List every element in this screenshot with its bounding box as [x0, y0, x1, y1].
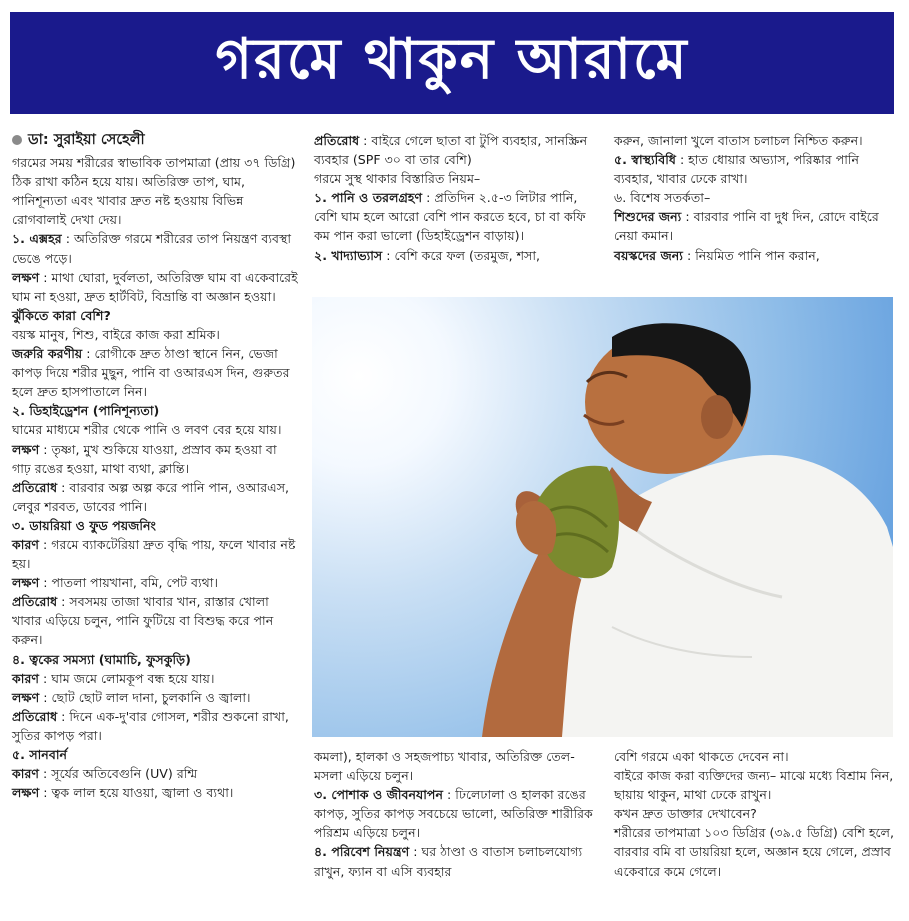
- paragraph-lead: ৫. স্বাস্থ্যবিধি: [614, 152, 676, 168]
- paragraph-text: : ঢিলেঢালা ও হালকা রঙের কাপড়, সুতির কাপড় সবচেয়ে ভালো, অতিরিক্ত শারীরিক পরিশ্রম এড়িয়ে চলুন।: [314, 787, 593, 841]
- paragraph: [12, 707, 298, 745]
- paragraph-lead: লক্ষণ: [12, 441, 40, 457]
- paragraph-lead: কারণ: [12, 536, 40, 552]
- man-in-sun-photo: [312, 297, 893, 737]
- paragraph: [614, 188, 894, 207]
- byline: [12, 131, 298, 150]
- paragraph-lead: প্রতিরোধ: [12, 708, 58, 724]
- paragraph: [614, 766, 894, 804]
- article-column-2-bottom: [314, 747, 600, 881]
- paragraph-lead: ঝুঁকিতে কারা বেশি?: [12, 307, 111, 323]
- paragraph: [12, 764, 298, 783]
- paragraph: [12, 688, 298, 707]
- paragraph-text: : দিনে এক-দু'বার গোসল, শরীর শুকনো রাখা, সুতির কাপড় পরা।: [12, 708, 289, 743]
- col3b-paragraphs: [614, 747, 894, 881]
- paragraph-lead: লক্ষণ: [12, 269, 40, 285]
- paragraph-text: কমলা), হালকা ও সহজপাচ্য খাবার, অতিরিক্ত তেল-মসলা এড়িয়ে চলুন।: [314, 749, 575, 784]
- paragraph-lead: শিশুদের জন্য: [614, 209, 682, 225]
- paragraph-lead: ১. এক্সহর: [12, 231, 62, 247]
- paragraph-text: : নিয়মিত পানি পান করান,: [686, 247, 820, 263]
- paragraph: [12, 669, 298, 688]
- paragraph-text: : সবসময় তাজা খাবার খান, রাস্তার খোলা খাবার এড়িয়ে চলুন, পানি ফুটিয়ে বা বিশুদ্ধ করে পান করুন।: [12, 594, 274, 648]
- paragraph-lead: ৩. পোশাক ও জীবনযাপন: [314, 787, 443, 803]
- paragraph-text: : তৃষ্ণা, মুখ শুকিয়ে যাওয়া, প্রস্রাব কম হওয়া বা গাঢ় রঙের হওয়া, মাথা ব্যথা, ক্লান্তি।: [12, 441, 277, 476]
- paragraph-text: : গরমে ব্যাকটেরিয়া দ্রুত বৃদ্ধি পায়, ফলে খাবার নষ্ট হয়।: [12, 536, 296, 572]
- paragraph: [314, 842, 600, 880]
- paragraph: [314, 747, 600, 785]
- paragraph: [12, 344, 298, 401]
- paragraph: [614, 150, 894, 188]
- paragraph-lead: বয়স্কদের জন্য: [614, 247, 683, 263]
- paragraph: [314, 246, 600, 265]
- paragraph-lead: ৫. সানবার্ন: [12, 747, 68, 762]
- paragraph-text: : বারবার অল্প অল্প করে পানি পান, ওআরএস, লেবুর শরবত, ডাবের পানি।: [12, 479, 290, 514]
- paragraph-text: ঘামের মাধ্যমে শরীর থেকে পানি ও লবণ বের হয়ে যায়।: [12, 422, 282, 438]
- paragraph: [314, 131, 600, 169]
- paragraph-lead: ১. পানি ও তরলগ্রহণ: [314, 190, 423, 206]
- paragraph: [314, 188, 600, 245]
- col3a-paragraphs: [614, 131, 894, 265]
- paragraph-lead: ৪. পরিবেশ নিয়ন্ত্রণ: [314, 844, 410, 860]
- paragraph: [12, 440, 298, 478]
- paragraph-text: কখন দ্রুত ডাক্তার দেখাবেন?: [614, 806, 757, 822]
- paragraph: [12, 516, 298, 535]
- paragraph: [12, 535, 298, 573]
- col2a-paragraphs: [314, 131, 600, 265]
- paragraph: [614, 823, 894, 880]
- paragraph: [12, 650, 298, 669]
- article-column-3-top: [614, 131, 894, 265]
- paragraph-lead: প্রতিরোধ: [12, 479, 58, 495]
- paragraph-text: করুন, জানালা খুলে বাতাস চলাচল নিশ্চিত করুন।: [614, 133, 863, 148]
- paragraph-lead: লক্ষণ: [12, 689, 40, 705]
- paragraph-text: : বারবার পানি বা দুধ দিন, রোদে বাইরে নেয়া কমান।: [614, 209, 879, 244]
- paragraph: [12, 592, 298, 649]
- paragraph: [614, 804, 894, 823]
- paragraph-text: : ঘর ঠাণ্ডা ও বাতাস চলাচলযোগ্য রাখুন, ফ্যান বা এসি ব্যবহার: [314, 844, 583, 879]
- col1-paragraphs: [12, 153, 298, 802]
- headline-title: গরমে থাকুন আরামে: [215, 26, 689, 92]
- man-wiping-sweat-illustration: [312, 297, 893, 737]
- paragraph: [12, 306, 298, 325]
- paragraph-lead: কারণ: [12, 670, 40, 686]
- paragraph-text: গরমের সময় শরীরের স্বাভাবিক তাপমাত্রা (প্রায় ৩৭ ডিগ্রি) ঠিক রাখা কঠিন হয়ে যায়। অতিরিক্ত তাপ, ঘাম, পানিশূন্যতা এবং খাবার দ্রুত নষ্ট হওয়ায় বিভিন্ন রোগবালাই দেখা দেয়।: [12, 155, 296, 228]
- paragraph: [12, 478, 298, 516]
- paragraph-text: : ঘাম জমে লোমকূপ বন্ধ হয়ে যায়।: [43, 670, 215, 686]
- paragraph-lead: লক্ষণ: [12, 575, 40, 591]
- paragraph-lead: লক্ষণ: [12, 785, 40, 801]
- paragraph: [12, 573, 298, 592]
- paragraph-text: : ত্বক লাল হয়ে যাওয়া, জ্বালা ও ব্যথা।: [43, 785, 234, 801]
- article-column-3-bottom: [614, 747, 894, 881]
- paragraph-text: বয়স্ক মানুষ, শিশু, বাইরে কাজ করা শ্রমিক।: [12, 326, 220, 342]
- paragraph: [12, 268, 298, 306]
- paragraph: [314, 169, 600, 188]
- paragraph-text: : বেশি করে ফল (তরমুজ, শসা,: [386, 247, 541, 263]
- author-name: ডা: সুরাইয়া সেহেলী: [28, 132, 145, 148]
- paragraph-text: : প্রতিদিন ২.৫-৩ লিটার পানি, বেশি ঘাম হলে আরো বেশি পান করতে হবে, চা বা কফি কম পান করা ভালো (ডিহাইড্রেশন বাড়ায়)।: [314, 190, 586, 244]
- paragraph-text: : রোগীকে দ্রুত ঠাণ্ডা স্থানে নিন, ভেজা কাপড় দিয়ে শরীর মুছুন, পানি বা ওআরএস দিন, গুরুতর হলে দ্রুত হাসপাতালে নিন।: [12, 346, 290, 400]
- paragraph-text: বাইরে কাজ করা ব্যক্তিদের জন্য– মাঝে মধ্যে বিশ্রাম নিন, ছায়ায় থাকুন, মাথা ঢেকে রাখুন।: [614, 768, 894, 803]
- paragraph-lead: কারণ: [12, 766, 40, 782]
- paragraph-text: : বাইরে গেলে ছাতা বা টুপি ব্যবহার, সানস্ক্রিন ব্যবহার (SPF ৩০ বা তার বেশি): [314, 133, 588, 168]
- headline-banner: [10, 12, 894, 114]
- paragraph-text: বেশি গরমে একা থাকতে দেবেন না।: [614, 749, 789, 764]
- paragraph-lead: ৩. ডায়রিয়া ও ফুড পয়জনিং: [12, 517, 156, 533]
- paragraph: [12, 153, 298, 229]
- article-column-2-top: [314, 131, 600, 265]
- paragraph-lead: ২. ডিহাইড্রেশন (পানিশূন্যতা): [12, 403, 160, 419]
- paragraph: [314, 785, 600, 842]
- paragraph: [614, 246, 894, 265]
- paragraph-text: শরীরের তাপমাত্রা ১০৩ ডিগ্রির (৩৯.৫ ডিগ্রি) বেশি হলে, বারবার বমি বা ডায়রিয়া হলে, অজ্ঞান হয়ে গেলে, প্রস্রাব একেবারে কমে গেলে।: [614, 825, 895, 879]
- paragraph: [12, 229, 298, 267]
- paragraph: [12, 420, 298, 439]
- col2b-paragraphs: [314, 747, 600, 881]
- paragraph: [12, 401, 298, 420]
- paragraph-text: : হাত ধোয়ার অভ্যাস, পরিষ্কার পানি ব্যবহার, খাবার ঢেকে রাখা।: [614, 152, 860, 187]
- paragraph: [614, 207, 894, 245]
- paragraph: [614, 131, 894, 150]
- paragraph-text: : অতিরিক্ত গরমে শরীরের তাপ নিয়ন্ত্রণ ব্যবস্থা ভেঙে পড়ে।: [12, 231, 292, 266]
- paragraph: [12, 325, 298, 344]
- paragraph-text: : পাতলা পায়খানা, বমি, পেট ব্যথা।: [43, 575, 218, 591]
- paragraph-lead: প্রতিরোধ: [314, 133, 360, 148]
- bullet-dot-icon: [12, 135, 22, 145]
- paragraph-text: : সূর্যের অতিবেগুনি (UV) রশ্মি: [43, 766, 198, 782]
- paragraph-text: : ছোট ছোট লাল দানা, চুলকানি ও জ্বালা।: [43, 689, 251, 705]
- paragraph-text: : মাথা ঘোরা, দুর্বলতা, অতিরিক্ত ঘাম বা একেবারেই ঘাম না হওয়া, দ্রুত হার্টবিট, বিভ্রান্তি বা অজ্ঞান হওয়া।: [12, 269, 298, 304]
- paragraph: [12, 783, 298, 802]
- paragraph-lead: ২. খাদ্যাভ্যাস: [314, 247, 383, 263]
- article-column-1: [12, 131, 298, 802]
- paragraph-text: ৬. বিশেষ সতর্কতা–: [614, 190, 711, 206]
- paragraph-text: গরমে সুস্থ থাকার বিস্তারিত নিয়ম–: [314, 171, 481, 187]
- paragraph-lead: ৪. ত্বকের সমস্যা (ঘামাচি, ফুসকুড়ি): [12, 651, 191, 667]
- paragraph: [614, 747, 894, 766]
- paragraph-lead: প্রতিরোধ: [12, 594, 58, 610]
- paragraph-lead: জরুরি করণীয়: [12, 346, 83, 362]
- paragraph: [12, 745, 298, 764]
